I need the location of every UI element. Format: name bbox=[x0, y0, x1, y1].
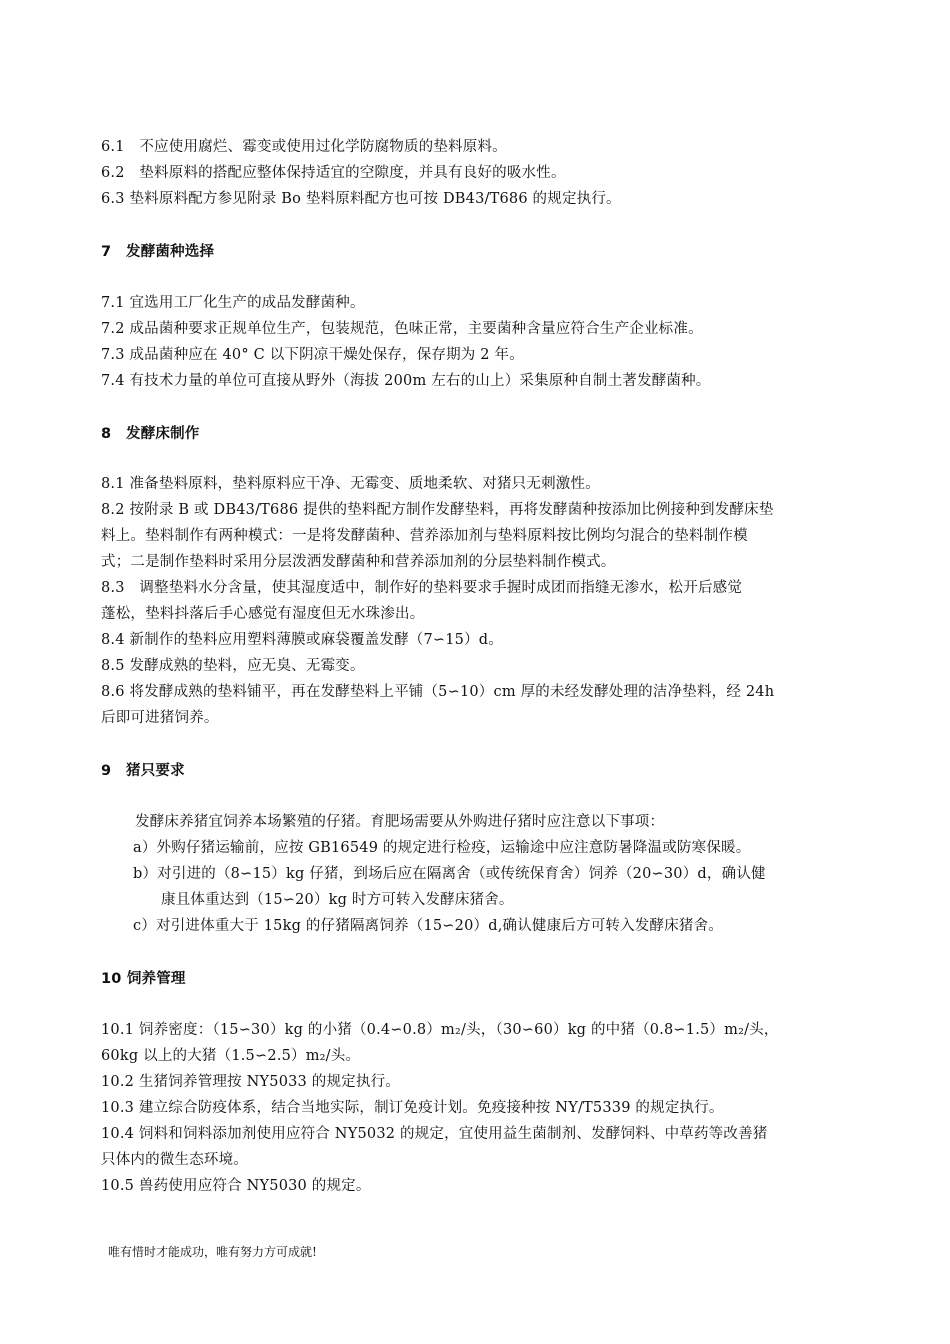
clause-7-4: 7.4 有技术力量的单位可直接从野外（海拔 200m 左右的山上）采集原种自制土著发酵菌种。 bbox=[101, 373, 711, 389]
item-9-b-line1: b）对引进的（8∽15）kg 仔猪，到场后应在隔离舍（或传统保育舍）饲养（20∽30）d，确认健 bbox=[133, 866, 766, 882]
clause-7-3: 7.3 成品菌种应在 40° C 以下阴凉干燥处保存，保存期为 2 年。 bbox=[101, 347, 524, 363]
item-9-b-line2: 康且体重达到（15∽20）kg 时方可转入发酵床猪舍。 bbox=[161, 892, 514, 908]
clause-8-5: 8.5 发酵成熟的垫料，应无臭、无霉变。 bbox=[101, 658, 365, 674]
clause-8-2-line2: 料上。垫料制作有两种模式：一是将发酵菌种、营养添加剂与垫料原料按比例均匀混合的垫料制作模 bbox=[101, 528, 748, 544]
clause-8-3-line2: 蓬松，垫料抖落后手心感觉有湿度但无水珠渗出。 bbox=[101, 606, 425, 622]
clause-10-1-line2: 60kg 以上的大猪（1.5∽2.5）m₂/头。 bbox=[101, 1048, 361, 1064]
clause-6-2: 6.2 垫料原料的搭配应整体保持适宜的空隙度，并具有良好的吸水性。 bbox=[101, 165, 566, 181]
page-footer: 唯有惜时才能成功，唯有努力方可成就! bbox=[108, 1245, 317, 1259]
clause-10-1-line1: 10.1 饲养密度：（15∽30）kg 的小猪（0.4∽0.8）m₂/头，（30∽60）kg 的中猪（0.8∽1.5）m₂/头， bbox=[101, 1022, 779, 1038]
clause-6-1: 6.1 不应使用腐烂、霉变或使用过化学防腐物质的垫料原料。 bbox=[101, 139, 507, 155]
item-9-c: c）对引进体重大于 15kg 的仔猪隔离饲养（15∽20）d,确认健康后方可转入发酵床猪舍。 bbox=[133, 918, 723, 934]
clause-8-2-line3: 式；二是制作垫料时采用分层泼洒发酵菌种和营养添加剂的分层垫料制作模式。 bbox=[101, 554, 616, 570]
clause-8-1: 8.1 准备垫料原料，垫料原料应干净、无霉变、质地柔软、对猪只无刺激性。 bbox=[101, 476, 600, 492]
clause-8-6-line1: 8.6 将发酵成熟的垫料铺平，再在发酵垫料上平铺（5∽10）cm 厚的未经发酵处理的洁净垫料，经 24h bbox=[101, 684, 775, 700]
section-8-heading: 8 发酵床制作 bbox=[101, 426, 200, 442]
clause-10-3: 10.3 建立综合防疫体系，结合当地实际，制订免疫计划。免疫接种按 NY/T5339 的规定执行。 bbox=[101, 1100, 724, 1116]
clause-6-3: 6.3 垫料原料配方参见附录 Bo 垫料原料配方也可按 DB43/T686 的规定执行。 bbox=[101, 191, 621, 207]
clause-10-4-line2: 只体内的微生态环境。 bbox=[101, 1152, 248, 1168]
section-9-intro: 发酵床养猪宜饲养本场繁殖的仔猪。育肥场需要从外购进仔猪时应注意以下事项： bbox=[135, 814, 665, 830]
clause-10-5: 10.5 兽药使用应符合 NY5030 的规定。 bbox=[101, 1178, 371, 1194]
item-9-a: a）外购仔猪运输前，应按 GB16549 的规定进行检疫，运输途中应注意防暑降温或防寒保暖。 bbox=[133, 840, 751, 856]
clause-10-4-line1: 10.4 饲料和饲料添加剂使用应符合 NY5032 的规定，宜使用益生菌制剂、发酵饲料、中草药等改善猪 bbox=[101, 1126, 768, 1142]
section-10-heading: 10 饲养管理 bbox=[101, 971, 186, 987]
clause-8-3-line1: 8.3 调整垫料水分含量，使其湿度适中，制作好的垫料要求手握时成团而指缝无渗水，松开后感觉 bbox=[101, 580, 743, 596]
section-9-heading: 9 猪只要求 bbox=[101, 763, 185, 779]
clause-10-2: 10.2 生猪饲养管理按 NY5033 的规定执行。 bbox=[101, 1074, 400, 1090]
clause-7-2: 7.2 成品菌种要求正规单位生产，包装规范，色味正常，主要菌种含量应符合生产企业标准。 bbox=[101, 321, 703, 337]
section-7-heading: 7 发酵菌种选择 bbox=[101, 244, 215, 260]
clause-7-1: 7.1 宜选用工厂化生产的成品发酵菌种。 bbox=[101, 295, 365, 311]
clause-8-2-line1: 8.2 按附录 B 或 DB43/T686 提供的垫料配方制作发酵垫料，再将发酵菌种按添加比例接种到发酵床垫 bbox=[101, 502, 774, 518]
clause-8-6-line2: 后即可进猪饲养。 bbox=[101, 710, 219, 726]
clause-8-4: 8.4 新制作的垫料应用塑料薄膜或麻袋覆盖发酵（7∽15）d。 bbox=[101, 632, 503, 648]
